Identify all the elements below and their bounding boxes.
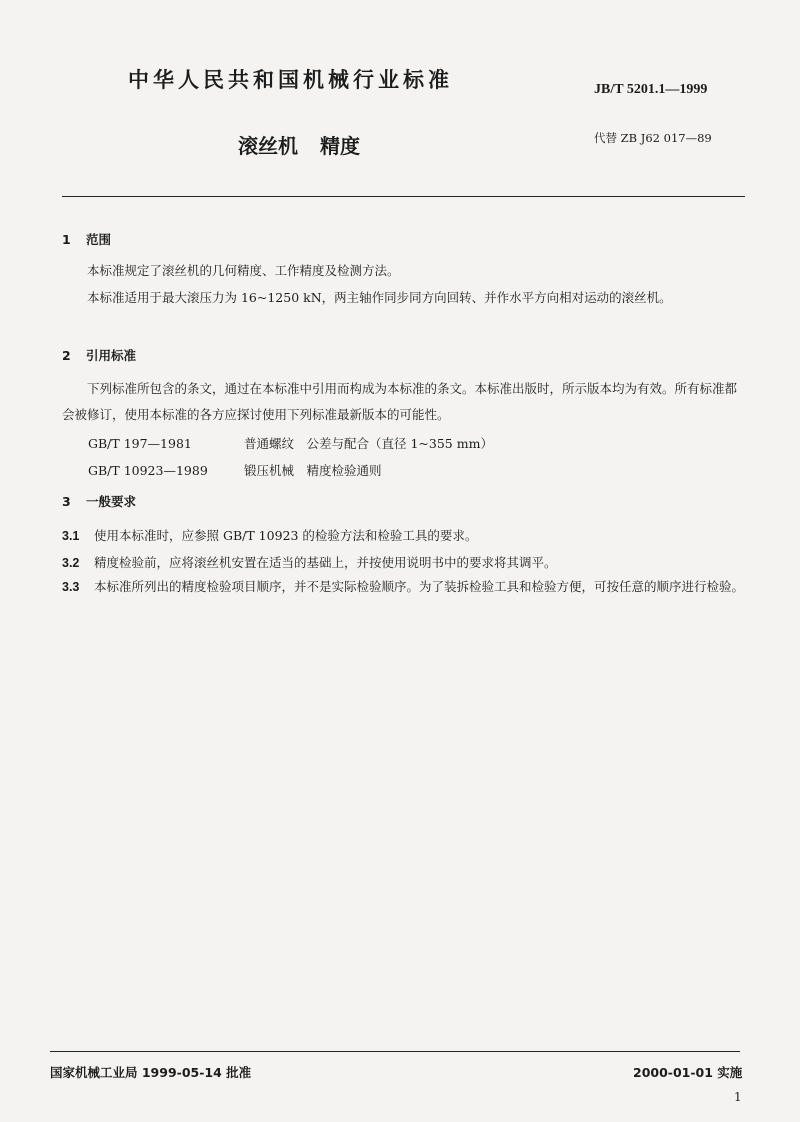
reference-row [88, 434, 493, 452]
section-3-heading [62, 492, 136, 510]
section-3-title: 一般要求 [86, 494, 137, 509]
reference-code: GB/T 197—1981 [88, 436, 192, 451]
replaces-note: 代替 ZB J62 017—89 [594, 131, 712, 145]
section-1-number: 1 [62, 232, 71, 247]
clause-3-2 [62, 553, 557, 571]
clause-number: 3.3 [62, 580, 80, 594]
document-title-sub: 精度 [320, 134, 360, 158]
clause-number: 3.2 [62, 556, 80, 570]
section-2-number: 2 [62, 348, 71, 363]
clause-3-1 [62, 526, 477, 544]
section-2-heading [62, 346, 136, 364]
document-title-main: 滚丝机 [238, 134, 298, 158]
header-divider [62, 196, 745, 197]
section-1-paragraph-2: 本标准适用于最大滚压力为 16~1250 kN，两主轴作同步同方向回转、并作水平方向相对运动的滚丝机。 [87, 290, 672, 305]
reference-code: GB/T 10923—1989 [88, 463, 208, 478]
section-1-paragraph-1: 本标准规定了滚丝机的几何精度、工作精度及检测方法。 [87, 263, 400, 278]
clause-text: 本标准所列出的精度检验项目顺序，并不是实际检验顺序。为了装拆检验工具和检验方便，可按任意的顺序进行检验。 [94, 579, 745, 594]
clause-text: 使用本标准时，应参照 GB/T 10923 的检验方法和检验工具的要求。 [94, 528, 478, 543]
reference-title: 锻压机械 精度检验通则 [244, 463, 382, 478]
document-title [238, 130, 360, 159]
page-number: 1 [734, 1090, 742, 1104]
footer-divider [50, 1051, 740, 1052]
clause-number: 3.1 [62, 529, 80, 543]
standard-code: JB/T 5201.1—1999 [594, 82, 708, 97]
approval-line: 国家机械工业局 1999-05-14 批准 [50, 1065, 252, 1080]
standard-series-title: 中华人民共和国机械行业标准 [128, 68, 453, 92]
reference-row [88, 461, 382, 479]
section-1-heading [62, 230, 111, 248]
clause-text: 精度检验前，应将滚丝机安置在适当的基础上，并按使用说明书中的要求将其调平。 [94, 555, 557, 570]
section-1-title: 范围 [86, 232, 112, 247]
clause-3-3 [62, 574, 744, 600]
reference-title: 普通螺纹 公差与配合（直径 1~355 mm） [244, 436, 493, 451]
section-2-title: 引用标准 [86, 348, 137, 363]
section-3-number: 3 [62, 494, 71, 509]
implementation-date: 2000-01-01 实施 [633, 1065, 743, 1080]
section-2-paragraph: 下列标准所包含的条文，通过在本标准中引用而构成为本标准的条文。本标准出版时，所示版本均为有效。所有标准都会被修订，使用本标准的各方应探讨使用下列标准最新版本的可能性。 [62, 381, 738, 422]
